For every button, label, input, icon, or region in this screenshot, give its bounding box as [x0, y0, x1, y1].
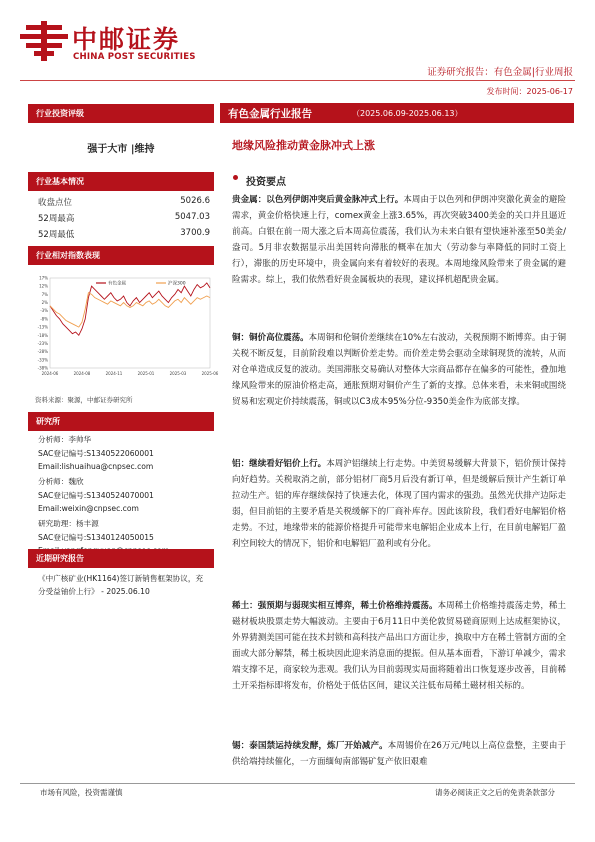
paragraph-lead: 稀土：强预期与弱现实相互博弈，稀土价格维持震荡。: [232, 601, 438, 611]
basic-value: 3700.9: [180, 228, 210, 238]
analyst-section-title: 研究所: [28, 412, 214, 431]
y-tick-label: -23%: [37, 340, 48, 346]
report-type: 证券研究报告：有色金属|行业周报: [427, 67, 573, 78]
basic-row-low: [38, 228, 210, 242]
analyst-line: SAC登记编号:S1340524070001: [38, 491, 154, 500]
chart-source: 资料来源：聚源，中邮证券研究所: [35, 396, 133, 404]
bullet-icon: [233, 175, 238, 180]
report-date-range: （2025.06.09-2025.06.13）: [352, 109, 463, 118]
report-title: 有色金属行业报告: [228, 108, 312, 120]
analyst-line: 分析师：李帅华: [38, 435, 92, 444]
y-tick-label: 7%: [41, 291, 48, 297]
x-tick-label: 2025-06: [201, 371, 219, 376]
paragraph-lead: 铜：铜价高位震荡。: [232, 333, 309, 343]
analyst-line: 研究助理：杨丰源: [38, 519, 99, 528]
footer-divider: [20, 783, 575, 784]
chart-frame: [50, 278, 210, 368]
basic-value: 5047.03: [174, 212, 210, 222]
key-points-heading: 投资要点: [246, 177, 286, 188]
basics-section-title: 行业基本情况: [28, 172, 214, 191]
y-tick-label: 2%: [41, 300, 48, 306]
y-tick-label: -18%: [37, 332, 48, 338]
y-tick-label: -13%: [37, 324, 48, 330]
report-headline: 地缘风险推动黄金脉冲式上涨: [232, 139, 375, 152]
basic-value: 5026.6: [180, 196, 210, 206]
header-divider: [20, 80, 575, 81]
logo-icon: [20, 21, 68, 61]
brand-name-cn: 中邮证券: [72, 25, 181, 54]
analyst-line: SAC登记编号:S1340522060001: [38, 449, 154, 458]
paragraph-lead: 铝：继续看好铝价上行。: [232, 459, 327, 469]
basic-row-close: [38, 196, 210, 210]
analyst-line: Email:lishuaihua@cnpsec.com: [38, 462, 154, 471]
paragraph-body: 本周由于以色列和伊朗冲突激化黄金的避险需求，黄金价格快速上行，comex黄金上涨3.65%，再次突破3400美金的关口并且逼近前高。白银在前一周大涨之后本周高位震荡，我们认为未来白银有望快速补涨至50美金/盎司。5月非农数据显示出美国转向滞胀的概率在加大（劳动参与率降低的同时工资上行），滞胀的历史环境中，贵金属向来有着较好的表现。本周地缘风险带来了贵金属的避险需求。综上，我们依然看好贵金属板块的表现，建议择机超配贵金属。: [232, 195, 566, 285]
footer-risk-note: 市场有风险，投资需谨慎: [40, 788, 123, 797]
x-tick-label: 2025-03: [169, 371, 187, 376]
paragraph-copper: [232, 330, 566, 410]
recent-report[interactable]: 《中广核矿业(HK1164)签订新销售框架协议，充分受益铀价上行》 - 2025.06.10: [38, 574, 204, 596]
recent-section-title: 近期研究报告: [28, 549, 214, 568]
brand-name-en: CHINA POST SECURITIES: [73, 52, 196, 62]
performance-section-title: 行业相对指数表现: [28, 246, 214, 265]
paragraph-body: 本周沪铝继续上行走势。中美贸易缓解大背景下，铝价预计保持向好趋势。关税取消之前，部分铝材厂商5月后没有新订单，但是缓解后预计产生新订单拉动生产。铝的库存继续保持了快速去化，体现了国内需求的强劲。虽然光伏排产边际走弱，但目前铝的主要矛盾是关税缓解下的厂商补库存。因此该阶段，我们看好电解铝价格走势。不过，地缘带来的能源价格提升可能带来电解铝企业成本上行，在目前电解铝厂盈利空间较大的情况下，铝价和电解铝厂盈利或有分化。: [232, 459, 566, 549]
legend-label: 沪深300: [168, 281, 186, 287]
analyst-line: Email:weixin@cnpsec.com: [38, 504, 139, 513]
paragraph-precious-metals: [232, 192, 566, 288]
analyst-line: SAC登记编号:S1340124050015: [38, 533, 154, 542]
paragraph-body: 本周铜和伦铜价差继续在10%左右波动，关税预期不断博弈。由于铜关税不断反复，目前阶段难以判断价差走势。而价差走势会驱动全球铜现货的流转，从而对仓单造成反复的波动。美国滞胀交易确认对整体大宗商品都存在偏多的可能性，叠加地缘风险带来的原油价格走高，通胀预期对铜价产生了新的支撑。总体来看，未来铜或围绕贸易和宏观定价持续震荡，铜或以C3成本95%分位-9350美金作为底部支撑。: [232, 333, 566, 407]
x-tick-label: 2025-01: [137, 371, 155, 376]
paragraph-body: 本周稀土价格维持震荡走势，稀土磁材板块股票走势大幅波动。主要由于6月11日中美伦敦贸易磋商原则上达成框架协议，外界猜测美国可能在技术封锁和高科技产品出口方面让步，换取中方在稀土管制方面的全面或大部分解禁，稀土板块因此迎来消息面的提振。但从基本面看，下游订单减少，需求端支撑不足，商家较为悲观。我们认为目前弱现实局面将随着出口恢复逐步改善，目前稀土开采指标即将发布，价格处于低估区间，建议关注低布局稀土磁材相关标的。: [232, 601, 566, 691]
y-tick-label: -8%: [40, 316, 48, 322]
x-tick-label: 2024-08: [73, 371, 91, 376]
rating-section-title: 行业投资评级: [28, 104, 214, 123]
basic-label: 收盘点位: [38, 198, 73, 208]
paragraph-aluminum: [232, 456, 566, 552]
analyst-line: 分析师：魏欣: [38, 477, 84, 486]
x-tick-label: 2024-06: [41, 371, 59, 376]
x-tick-label: 2024-11: [105, 371, 123, 376]
basic-row-high: [38, 212, 210, 226]
y-tick-label: 17%: [39, 275, 48, 281]
y-tick-label: -28%: [37, 349, 48, 355]
legend-label: 有色金属: [108, 281, 126, 287]
footer-disclaimer: 请务必阅读正文之后的免责条款部分: [435, 788, 555, 797]
paragraph-tin: [232, 738, 566, 774]
paragraph-body: 本周锡价在26万元/吨以上高位盘整，主要由于供给端持续催化，一方面缅甸南部锡矿复产依旧艰难: [232, 741, 566, 767]
series-line-metals: [50, 283, 210, 335]
paragraph-lead: 锡：泰国禁运持续发酵，炼厂开始减产。: [232, 741, 388, 751]
y-tick-label: 12%: [39, 283, 48, 289]
series-line-hs300: [50, 293, 210, 327]
paragraph-lead: 贵金属：以色列伊朗冲突后黄金脉冲式上行。: [232, 195, 404, 205]
relative-performance-chart: [28, 272, 219, 382]
y-tick-label: -38%: [37, 365, 48, 371]
paragraph-rare-earth: [232, 598, 566, 694]
y-tick-label: -33%: [37, 357, 48, 363]
basic-label: 52周最低: [38, 230, 75, 240]
industry-rating: 强于大市 |维持: [87, 144, 155, 155]
y-tick-label: -3%: [40, 308, 48, 314]
publish-date: 发布时间：2025-06-17: [486, 87, 573, 96]
basic-label: 52周最高: [38, 214, 75, 224]
